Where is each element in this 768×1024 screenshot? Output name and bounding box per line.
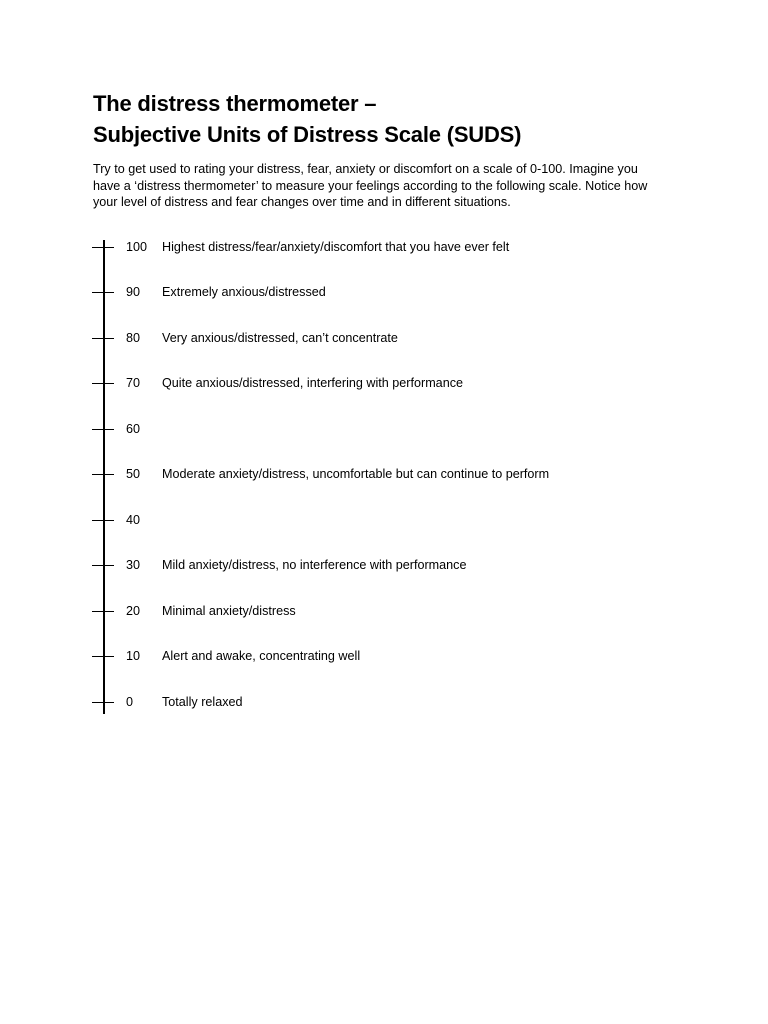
scale-tick [92, 474, 114, 475]
scale-tick [92, 429, 114, 430]
scale-row-90 [90, 282, 650, 302]
scale-row-0 [90, 692, 650, 712]
scale-description: Alert and awake, concentrating well [162, 649, 361, 663]
scale-description: Extremely anxious/distressed [162, 285, 326, 299]
scale-value: 80 [126, 331, 141, 345]
scale-description: Very anxious/distressed, can’t concentrate [162, 331, 398, 345]
scale-tick [92, 338, 114, 339]
scale-tick [92, 383, 114, 384]
scale-value: 10 [126, 649, 141, 663]
scale-tick [92, 520, 114, 521]
scale-description: Totally relaxed [162, 695, 243, 709]
scale-value: 30 [126, 558, 141, 572]
scale-row-80 [90, 328, 650, 348]
scale-value: 70 [126, 376, 141, 390]
scale-tick [92, 247, 114, 248]
intro-line-3: your level of distress and fear changes over time and in different situations. [93, 195, 511, 209]
scale-tick [92, 611, 114, 612]
scale-row-70 [90, 373, 650, 393]
scale-description: Moderate anxiety/distress, uncomfortable but can continue to perform [162, 467, 550, 481]
scale-row-50 [90, 464, 650, 484]
scale-row-10 [90, 646, 650, 666]
scale-tick [92, 292, 114, 293]
scale-row-40 [90, 510, 650, 530]
title-line-2: Subjective Units of Distress Scale (SUDS) [93, 122, 522, 147]
scale-value: 50 [126, 467, 141, 481]
title-line-1: The distress thermometer – [93, 91, 377, 116]
scale-value: 40 [126, 513, 141, 527]
scale-value: 60 [126, 422, 141, 436]
scale-tick [92, 565, 114, 566]
intro-line-1: Try to get used to rating your distress, fear, anxiety or discomfort on a scale of 0-100. Imagine you [93, 162, 638, 176]
scale-description: Mild anxiety/distress, no interference with performance [162, 558, 467, 572]
scale-tick [92, 702, 114, 703]
scale-description: Highest distress/fear/anxiety/discomfort that you have ever felt [162, 240, 510, 254]
scale-value: 20 [126, 604, 141, 618]
scale-value: 90 [126, 285, 141, 299]
intro-line-2: have a ‘distress thermometer’ to measure your feelings according to the following scale. Notice how [93, 178, 648, 193]
scale-value: 100 [126, 240, 148, 254]
scale-value: 0 [126, 695, 134, 709]
scale-description: Minimal anxiety/distress [162, 604, 296, 618]
scale-row-100 [90, 237, 650, 257]
scale-tick [92, 656, 114, 657]
scale-row-30 [90, 555, 650, 575]
scale-row-20 [90, 601, 650, 621]
scale-row-60 [90, 419, 650, 439]
scale-description: Quite anxious/distressed, interfering with performance [162, 376, 463, 390]
